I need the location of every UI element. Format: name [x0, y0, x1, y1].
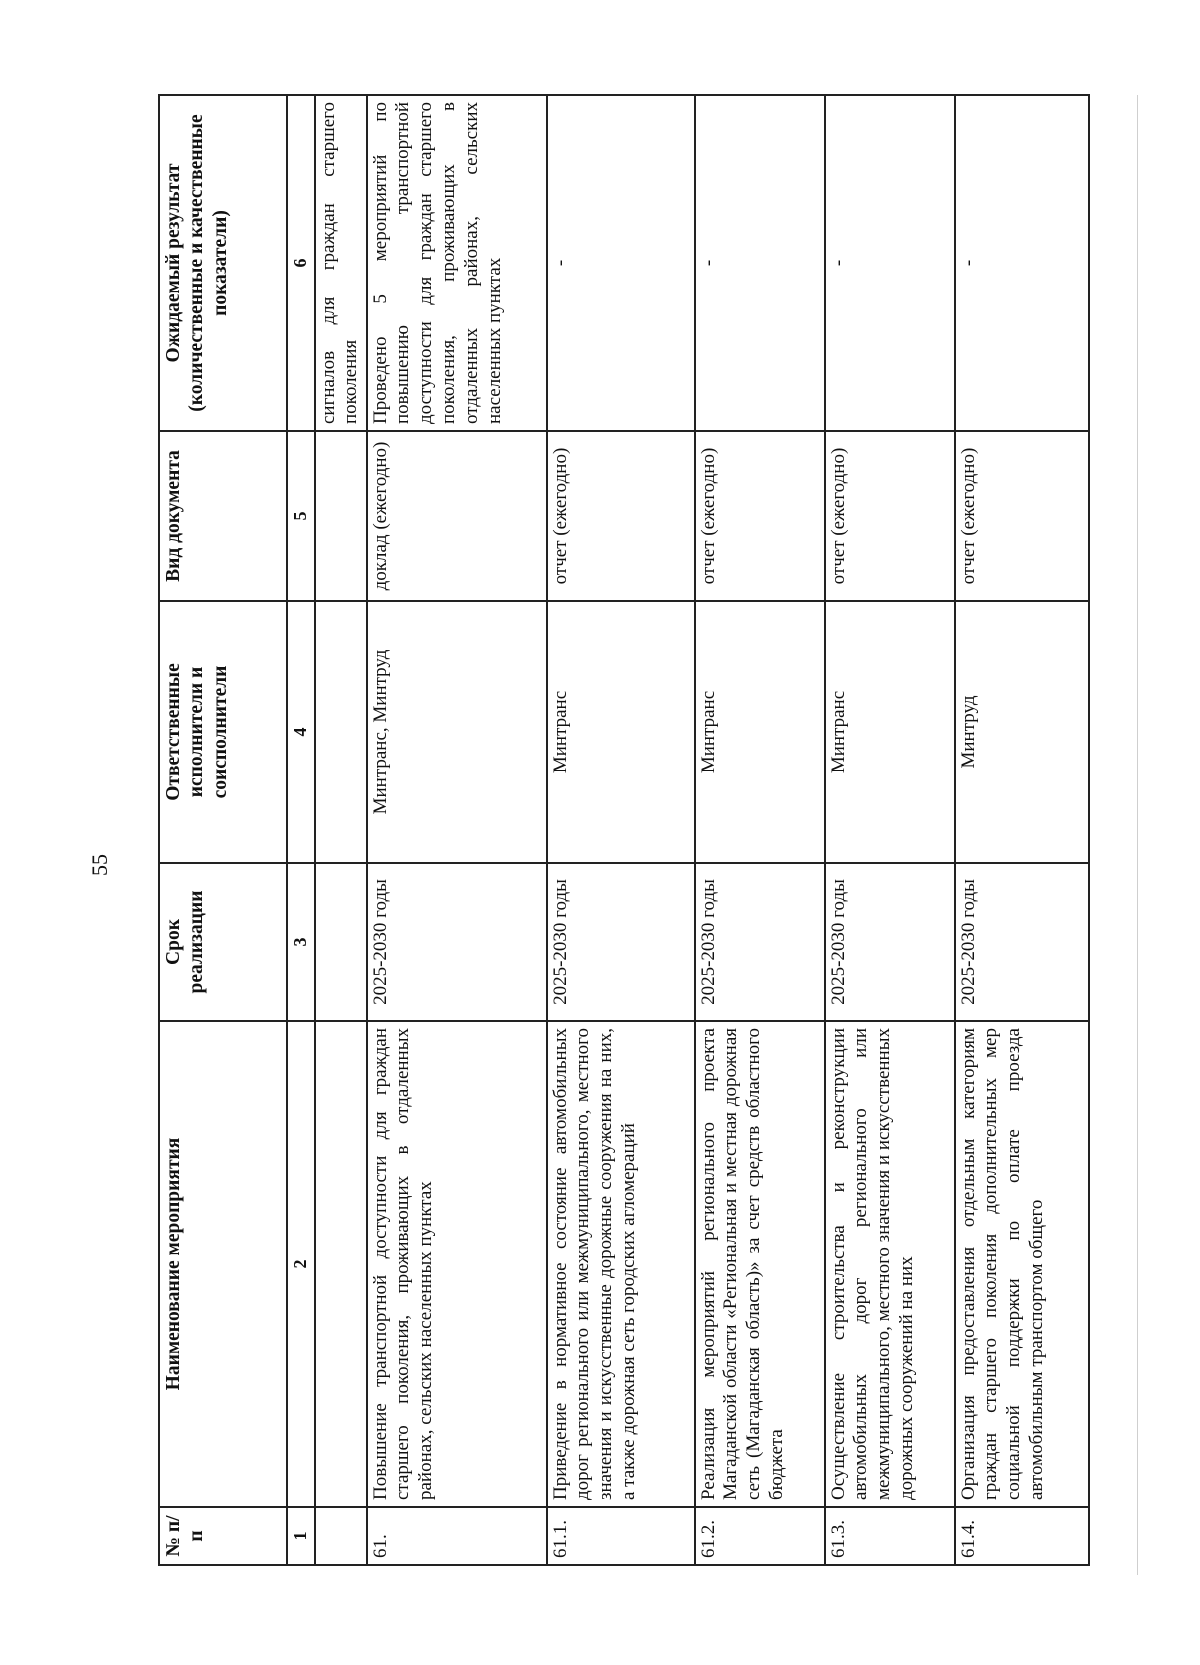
- measure-name: Осуществление строительства и реконструкции автомобильных дорог регионального или межмуниципального, местного значения и искусственных дорожных сооружений на них: [825, 1021, 955, 1507]
- implementation-term: 2025-2030 годы: [695, 863, 825, 1021]
- measure-name: Приведение в нормативное состояние автомобильных дорог регионального или межмуниципального, местного значения и искусственные дорожные сооружения на них, а также дорожная сеть городских агломераций: [547, 1021, 695, 1507]
- continuation-row: [315, 95, 367, 1565]
- row-number: 61.2.: [695, 1507, 825, 1565]
- implementation-term: 2025-2030 годы: [547, 863, 695, 1021]
- table-row: [825, 95, 955, 1565]
- expected-result: -: [695, 95, 825, 431]
- expected-result: -: [547, 95, 695, 431]
- rotated-table-container: [158, 96, 1088, 1566]
- header-col-term: Срок реализации: [159, 863, 287, 1021]
- header-col-executors: Ответственные исполнители и соисполнители: [159, 601, 287, 863]
- document-type: отчет (ежегодно): [825, 431, 955, 601]
- table-header-row: [159, 95, 287, 1565]
- table-row: [367, 95, 547, 1565]
- scan-edge-line: [1137, 95, 1138, 1575]
- measure-name: Организация предоставления отдельным категориям граждан старшего поколения дополнительных мер социальной поддержки по оплате проезда автомобильным транспортом общего: [955, 1021, 1089, 1507]
- header-col-doc: Вид документа: [159, 431, 287, 601]
- implementation-term: 2025-2030 годы: [825, 863, 955, 1021]
- executors: Минтранс: [825, 601, 955, 863]
- expected-result: -: [955, 95, 1089, 431]
- executors: Минтранс, Минтруд: [367, 601, 547, 863]
- implementation-term: 2025-2030 годы: [367, 863, 547, 1021]
- document-type: отчет (ежегодно): [955, 431, 1089, 601]
- table-row: [695, 95, 825, 1565]
- table-row: [955, 95, 1089, 1565]
- executors: Минтранс: [547, 601, 695, 863]
- measure-name: Повышение транспортной доступности для граждан старшего поколения, проживающих в отдаленных районах, сельских населенных пунктах: [367, 1021, 547, 1507]
- column-numbers-row: [287, 95, 315, 1565]
- row-number: 61.4.: [955, 1507, 1089, 1565]
- header-col-result: Ожидаемый результат (количественные и качественные показатели): [159, 95, 287, 431]
- document-type: отчет (ежегодно): [695, 431, 825, 601]
- document-type: доклад (ежегодно): [367, 431, 547, 601]
- document-type: отчет (ежегодно): [547, 431, 695, 601]
- executors: Минтруд: [955, 601, 1089, 863]
- result-continuation: сигналов для граждан старшего поколения: [315, 95, 367, 431]
- header-col-name: Наименование мероприятия: [159, 1021, 287, 1507]
- table-row: [547, 95, 695, 1565]
- row-number: 61.3.: [825, 1507, 955, 1565]
- column-number: 5: [287, 431, 315, 601]
- column-number: 4: [287, 601, 315, 863]
- measures-table: [158, 94, 1090, 1566]
- executors: Минтранс: [695, 601, 825, 863]
- row-number: 61.: [367, 1507, 547, 1565]
- row-number: 61.1.: [547, 1507, 695, 1565]
- page-number: 55: [87, 854, 112, 876]
- measure-name: Реализация мероприятий регионального проекта Магаданской области «Региональная и местная дорожная сеть (Магаданская область)» за счет средств областного бюджета: [695, 1021, 825, 1507]
- header-col-num: № п/п: [159, 1507, 287, 1565]
- column-number: 2: [287, 1021, 315, 1507]
- expected-result: -: [825, 95, 955, 431]
- column-number: 1: [287, 1507, 315, 1565]
- column-number: 6: [287, 95, 315, 431]
- implementation-term: 2025-2030 годы: [955, 863, 1089, 1021]
- column-number: 3: [287, 863, 315, 1021]
- expected-result: Проведено 5 мероприятий по повышению транспортной доступности для граждан старшего поколения, проживающих в отдаленных районах, сельских населенных пунктах: [367, 95, 547, 431]
